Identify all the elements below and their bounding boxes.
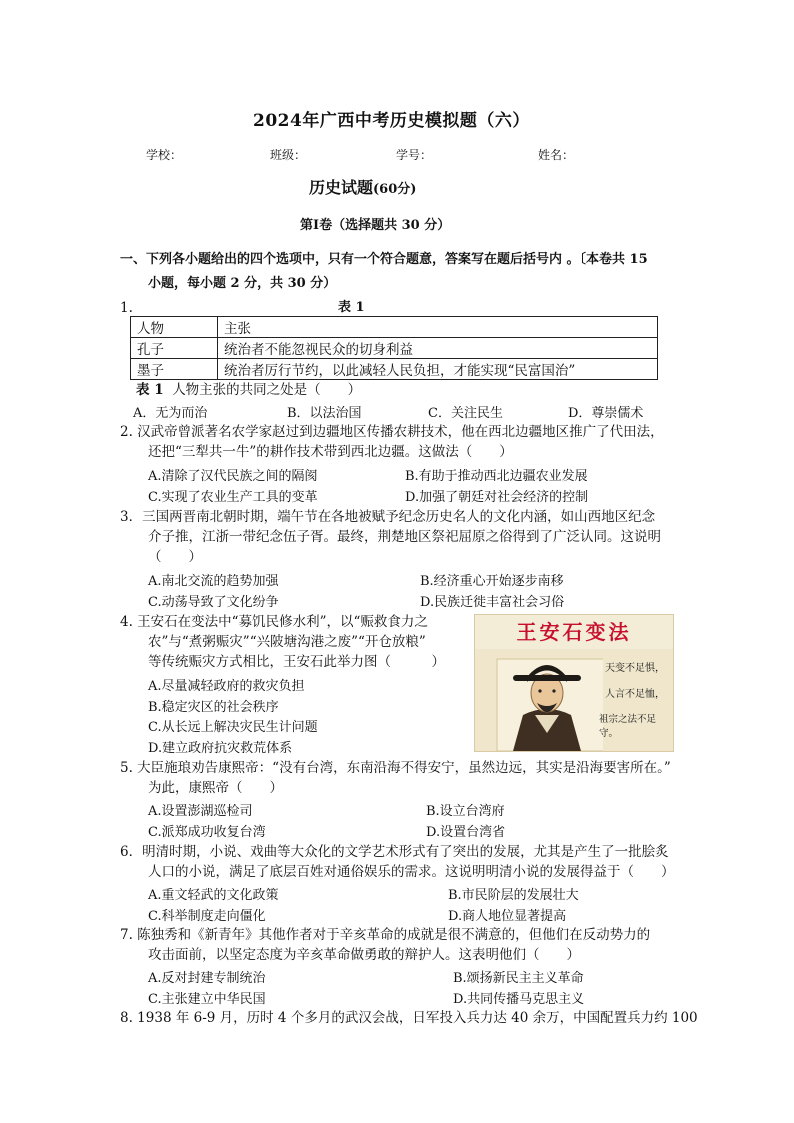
- q1-option-c: C．关注民生: [428, 406, 503, 421]
- q5-line2: 为此，康熙帝（ ）: [148, 780, 283, 796]
- page-title: 2024年广西中考历史模拟题（六）: [253, 111, 530, 131]
- wang-anshi-portrait-icon: [483, 649, 603, 751]
- class-label: 班级：: [270, 148, 307, 162]
- q7-line2: 攻击面前，以坚定态度为辛亥革命做勇敢的辩护人。这表明他们（ ）: [148, 947, 580, 963]
- q3-option-c: C.动荡导致了文化纷争: [148, 595, 279, 610]
- q3-line2: 介子推，江浙一带纪念伍子胥。最终，荆楚地区祭祀屈原之俗得到了广泛认同。这说明: [148, 529, 661, 545]
- table-row: [131, 359, 658, 380]
- subtitle-score: (60分): [373, 182, 417, 197]
- q4-option-c: C.从长远上解决灾民生计问题: [148, 720, 318, 735]
- q4-option-d: D.建立政府抗灾救荒体系: [148, 741, 293, 756]
- q2-option-b: B.有助于推动西北边疆农业发展: [405, 469, 588, 484]
- q7-option-b: B.颂扬新民主主义革命: [453, 971, 584, 986]
- q2-option-d: D.加强了朝廷对社会经济的控制: [405, 490, 589, 505]
- q6-option-c: C.科举制度走向僵化: [148, 909, 266, 924]
- q1-option-b: B．以法治国: [287, 406, 362, 421]
- table-cell: 人物: [131, 317, 218, 338]
- exam-subtitle: [309, 175, 416, 198]
- q5-option-a: A.设置澎湖巡检司: [148, 804, 253, 819]
- q1-option-a: A．无为而治: [133, 406, 208, 421]
- q1-stem: [136, 380, 361, 400]
- q6-option-a: A.重文轻武的文化政策: [148, 888, 279, 903]
- illustration-banner-text: 王安石变法: [516, 620, 632, 644]
- section-instruction-line1: 一、下列各小题给出的四个选项中，只有一个符合题意，答案写在题后括号内 。〔本卷共 15: [120, 252, 648, 267]
- q1-number: 1.: [120, 300, 133, 316]
- q6-option-d: D.商人地位显著提高: [448, 909, 567, 924]
- subtitle-main: 历史试题: [309, 178, 374, 197]
- q3-line1: 3．三国两晋南北朝时期，端午节在各地被赋予纪念历史名人的文化内涵，如山西地区纪念: [120, 509, 656, 525]
- q5-option-b: B.设立台湾府: [426, 804, 505, 819]
- q5-option-c: C.派郑成功收复台湾: [148, 825, 266, 840]
- q7-option-d: D.共同传播马克思主义: [453, 992, 585, 1007]
- q2-line2: 还把“三犁共一牛”的耕作技术带到西北边疆。这做法（ ）: [148, 444, 513, 460]
- illustration-caption-1: 天变不足惧，: [605, 663, 665, 674]
- table-row: [131, 317, 658, 338]
- table-cell: 墨子: [131, 359, 218, 380]
- q1-option-d: D．尊崇儒术: [568, 406, 644, 421]
- student-no-label: 学号：: [396, 148, 433, 162]
- school-label: 学校：: [146, 148, 183, 162]
- q7-line1: 7. 陈独秀和《新青年》其他作者对于辛亥革命的成就是很不满意的，但他们在反动势力的: [120, 927, 651, 943]
- q6-option-b: B.市民阶层的发展壮大: [448, 888, 579, 903]
- q3-option-b: B.经济重心开始逐步南移: [420, 574, 564, 589]
- q1-table: [130, 316, 658, 380]
- illustration-caption-2: 人言不足恤，: [605, 689, 665, 700]
- q2-line1: 2. 汉武帝曾派著名农学家赵过到边疆地区传播农耕技术，他在西北边疆地区推广了代田法，: [120, 424, 664, 440]
- table-row: [131, 338, 658, 359]
- q5-option-d: D.设置台湾省: [426, 825, 506, 840]
- q7-option-a: A.反对封建专制统治: [148, 971, 266, 986]
- q2-option-a: A.清除了汉代民族之间的隔阂: [148, 469, 318, 484]
- q3-option-d: D.民族迁徙丰富社会习俗: [420, 595, 565, 610]
- q1-table-caption: 表 1: [338, 300, 365, 315]
- section-title: 第Ⅰ卷（选择题共 30 分）: [300, 218, 451, 233]
- q7-option-c: C.主张建立中华民国: [148, 992, 266, 1007]
- section-instruction-line2: 小题，每小题 2 分，共 30 分）: [148, 276, 337, 291]
- q2-option-c: C.实现了农业生产工具的变革: [148, 490, 318, 505]
- q6-line2: 人口的小说，满足了底层百姓对通俗娱乐的需求。这说明明清小说的发展得益于（ ）: [148, 864, 675, 880]
- q4-line2: 农”与“煮粥赈灾”“兴陂塘沟港之废”“开仓放粮”: [148, 634, 426, 650]
- table-cell: 主张: [218, 317, 658, 338]
- q5-line1: 5. 大臣施琅劝告康熙帝：“没有台湾，东南沿海不得安宁，虽然边远，其实是沿海要害所在。”: [120, 760, 671, 776]
- q1-stem-ref: 表 1: [136, 382, 164, 398]
- illustration-caption-3: 祖宗之法不足守。: [599, 714, 657, 739]
- q3-line3: （ ）: [148, 549, 202, 565]
- table-cell: 孔子: [131, 338, 218, 359]
- table-cell: 统治者厉行节约，以此减轻人民负担，才能实现“民富国治”: [218, 359, 658, 380]
- q6-line1: 6．明清时期，小说、戏曲等大众化的文学艺术形式有了突出的发展，尤其是产生了一批脍炙: [120, 844, 669, 860]
- illustration-banner: [475, 615, 673, 649]
- table-cell: 统治者不能忽视民众的切身利益: [218, 338, 658, 359]
- q4-option-b: B.稳定灾区的社会秩序: [148, 700, 279, 715]
- q4-line1: 4. 王安石在变法中“募饥民修水利”，以“赈救食力之: [120, 614, 428, 630]
- wang-anshi-illustration: [474, 614, 674, 752]
- name-label: 姓名：: [538, 148, 575, 162]
- q4-line3: 等传统赈灾方式相比，王安石此举力图（ ）: [148, 654, 445, 670]
- q3-option-a: A.南北交流的趋势加强: [148, 574, 279, 589]
- q1-stem-text: 人物主张的共同之处是（ ）: [172, 382, 362, 398]
- q8-line1: 8. 1938 年 6-9 月，历时 4 个多月的武汉会战，日军投入兵力达 40 余万，中国配置兵力约 100: [120, 1010, 698, 1026]
- q4-option-a: A.尽量减轻政府的救灾负担: [148, 679, 305, 694]
